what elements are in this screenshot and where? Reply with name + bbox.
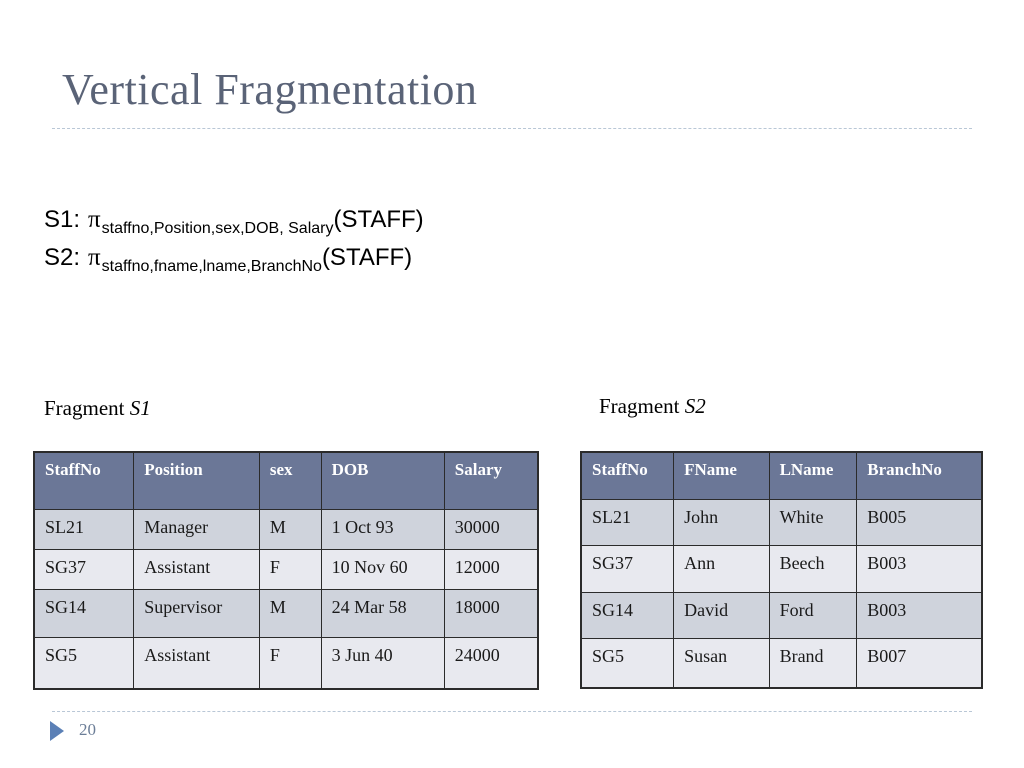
table-header-row [34, 452, 538, 509]
table-cell: SG5 [34, 637, 134, 689]
page-number: 20 [79, 720, 96, 739]
table-row [581, 499, 982, 545]
fragment-s1-table [33, 451, 539, 690]
table-cell: Brand [769, 638, 857, 688]
fragment-s1-label [44, 396, 151, 421]
fragment-s2-label [599, 394, 706, 419]
projection-symbol: π [88, 244, 101, 271]
table-cell: Beech [769, 545, 857, 592]
table-cell: 18000 [444, 589, 538, 637]
fragment-label-text: Fragment [599, 394, 685, 418]
column-header: LName [769, 452, 857, 499]
table-cell: B003 [857, 545, 982, 592]
table-cell: M [259, 589, 321, 637]
column-header: Position [134, 452, 260, 509]
table-cell: 30000 [444, 509, 538, 549]
title-divider [52, 128, 972, 129]
formula-s1 [44, 207, 424, 237]
table-cell: White [769, 499, 857, 545]
table-cell: Ford [769, 592, 857, 638]
table-cell: 12000 [444, 549, 538, 589]
projection-symbol: π [88, 206, 101, 233]
table-cell: SG14 [34, 589, 134, 637]
table-cell: 24000 [444, 637, 538, 689]
column-header: DOB [321, 452, 444, 509]
footer-divider [52, 711, 972, 712]
table-row [581, 545, 982, 592]
table-cell: 1 Oct 93 [321, 509, 444, 549]
table-cell: F [259, 549, 321, 589]
table-row [581, 592, 982, 638]
table-cell: John [674, 499, 769, 545]
table-cell: 24 Mar 58 [321, 589, 444, 637]
table-header-row [581, 452, 982, 499]
table-cell: M [259, 509, 321, 549]
projection-attributes: staffno,fname,lname,BranchNo [101, 258, 322, 275]
table-cell: SL21 [34, 509, 134, 549]
slide-title: Vertical Fragmentation [62, 65, 478, 114]
column-header: StaffNo [581, 452, 674, 499]
table-row [34, 637, 538, 689]
fragment-s2-table [580, 451, 983, 689]
column-header: sex [259, 452, 321, 509]
table-cell: Ann [674, 545, 769, 592]
table-cell: B005 [857, 499, 982, 545]
column-header: FName [674, 452, 769, 499]
formula-relation: (STAFF) [333, 206, 424, 233]
table-cell: Supervisor [134, 589, 260, 637]
table-row [34, 549, 538, 589]
fragment-label-name: S1 [129, 396, 151, 420]
table-cell: SG5 [581, 638, 674, 688]
table-cell: B003 [857, 592, 982, 638]
table-cell: Manager [134, 509, 260, 549]
triangle-bullet-icon [50, 721, 64, 741]
formula-label: S1: [44, 206, 81, 233]
table-cell: David [674, 592, 769, 638]
column-header: Salary [444, 452, 538, 509]
projection-attributes: staffno,Position,sex,DOB, Salary [101, 220, 334, 237]
column-header: StaffNo [34, 452, 134, 509]
formula-relation: (STAFF) [321, 244, 413, 271]
table-cell: Assistant [134, 549, 260, 589]
table-cell: SG37 [34, 549, 134, 589]
fragment-label-name: S2 [684, 394, 706, 418]
table-cell: SG14 [581, 592, 674, 638]
table-row [34, 509, 538, 549]
table-row [34, 589, 538, 637]
column-header: BranchNo [857, 452, 982, 499]
table-cell: F [259, 637, 321, 689]
table-cell: 10 Nov 60 [321, 549, 444, 589]
table-cell: 3 Jun 40 [321, 637, 444, 689]
table-cell: Assistant [134, 637, 260, 689]
table-cell: B007 [857, 638, 982, 688]
formula-label: S2: [44, 244, 81, 271]
table-cell: Susan [674, 638, 769, 688]
fragment-label-text: Fragment [44, 396, 130, 420]
table-row [581, 638, 982, 688]
table-cell: SL21 [581, 499, 674, 545]
formula-s2 [44, 245, 412, 275]
table-cell: SG37 [581, 545, 674, 592]
